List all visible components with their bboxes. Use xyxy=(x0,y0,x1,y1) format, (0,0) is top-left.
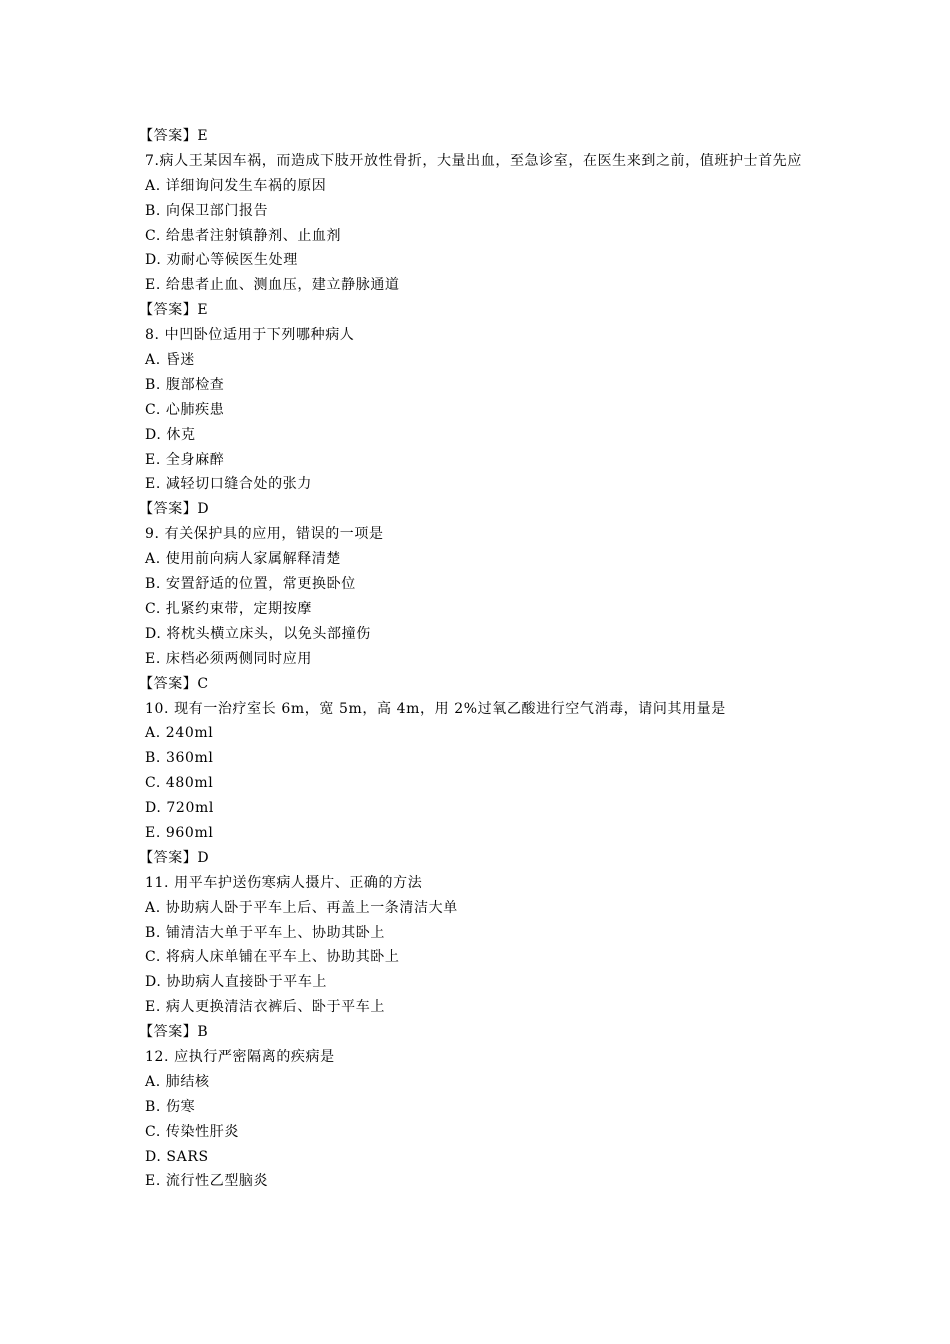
document-body xyxy=(139,124,815,1194)
option-line: C. 将病人床单铺在平车上、协助其卧上 xyxy=(145,949,400,966)
question-stem-9: 9. 有关保护具的应用，错误的一项是 xyxy=(145,526,384,543)
question-stem-10: 10. 现有一治疗室长 6m，宽 5m，高 4m，用 2%过氧乙酸进行空气消毒，请问其用量是 xyxy=(145,700,726,717)
option-line: D. SARS xyxy=(145,1148,209,1165)
option-line: E. 全身麻醉 xyxy=(145,451,225,468)
answer-line: 【答案】D xyxy=(139,501,210,518)
option-line: E. 病人更换清洁衣裤后、卧于平车上 xyxy=(145,999,385,1016)
option-line: E. 减轻切口缝合处的张力 xyxy=(145,476,312,493)
option-line: D. 劝耐心等候医生处理 xyxy=(145,252,298,269)
option-line: B. 腹部检查 xyxy=(145,376,225,393)
option-line: E. 960ml xyxy=(145,824,214,841)
option-line: B. 铺清洁大单于平车上、协助其卧上 xyxy=(145,924,385,941)
option-line: B. 360ml xyxy=(145,750,214,767)
option-line: B. 向保卫部门报告 xyxy=(145,202,269,219)
question-stem-7: 7.病人王某因车祸，而造成下肢开放性骨折，大量出血，至急诊室，在医生来到之前，值班护士首先应 xyxy=(145,152,802,169)
option-line: E. 床档必须两侧同时应用 xyxy=(145,650,312,667)
question-stem-11: 11. 用平车护送伤寒病人摄片、正确的方法 xyxy=(145,874,423,891)
option-line: E. 流行性乙型脑炎 xyxy=(145,1173,269,1190)
option-line: D. 将枕头横立床头，以免头部撞伤 xyxy=(145,625,371,642)
answer-line: 【答案】E xyxy=(139,128,209,144)
option-line: A. 使用前向病人家属解释清楚 xyxy=(145,551,342,568)
option-line: E. 给患者止血、测血压，建立静脉通道 xyxy=(145,277,400,294)
answer-line: 【答案】D xyxy=(139,849,210,866)
option-line: D. 协助病人直接卧于平车上 xyxy=(145,974,328,991)
option-line: A. 240ml xyxy=(145,725,214,742)
question-stem-12: 12. 应执行严密隔离的疾病是 xyxy=(145,1048,335,1065)
option-line: C. 给患者注射镇静剂、止血剂 xyxy=(145,227,342,244)
answer-line: 【答案】C xyxy=(139,675,209,692)
option-line: A. 协助病人卧于平车上后、再盖上一条清洁大单 xyxy=(145,899,458,916)
answer-line: 【答案】E xyxy=(139,302,209,319)
option-line: C. 心肺疾患 xyxy=(145,401,225,418)
question-stem-8: 8. 中凹卧位适用于下列哪种病人 xyxy=(145,327,355,344)
option-line: C. 传染性肝炎 xyxy=(145,1123,239,1140)
option-line: B. 伤寒 xyxy=(145,1098,196,1115)
option-line: D. 休克 xyxy=(145,426,196,443)
option-line: A. 详细询问发生车祸的原因 xyxy=(145,177,327,194)
option-line: A. 肺结核 xyxy=(145,1073,210,1090)
option-line: C. 480ml xyxy=(145,775,214,792)
option-line: A. 昏迷 xyxy=(145,352,196,369)
option-line: B. 安置舒适的位置，常更换卧位 xyxy=(145,576,356,593)
option-line: D. 720ml xyxy=(145,800,214,817)
answer-line: 【答案】B xyxy=(139,1024,209,1041)
option-line: C. 扎紧约束带，定期按摩 xyxy=(145,600,312,617)
